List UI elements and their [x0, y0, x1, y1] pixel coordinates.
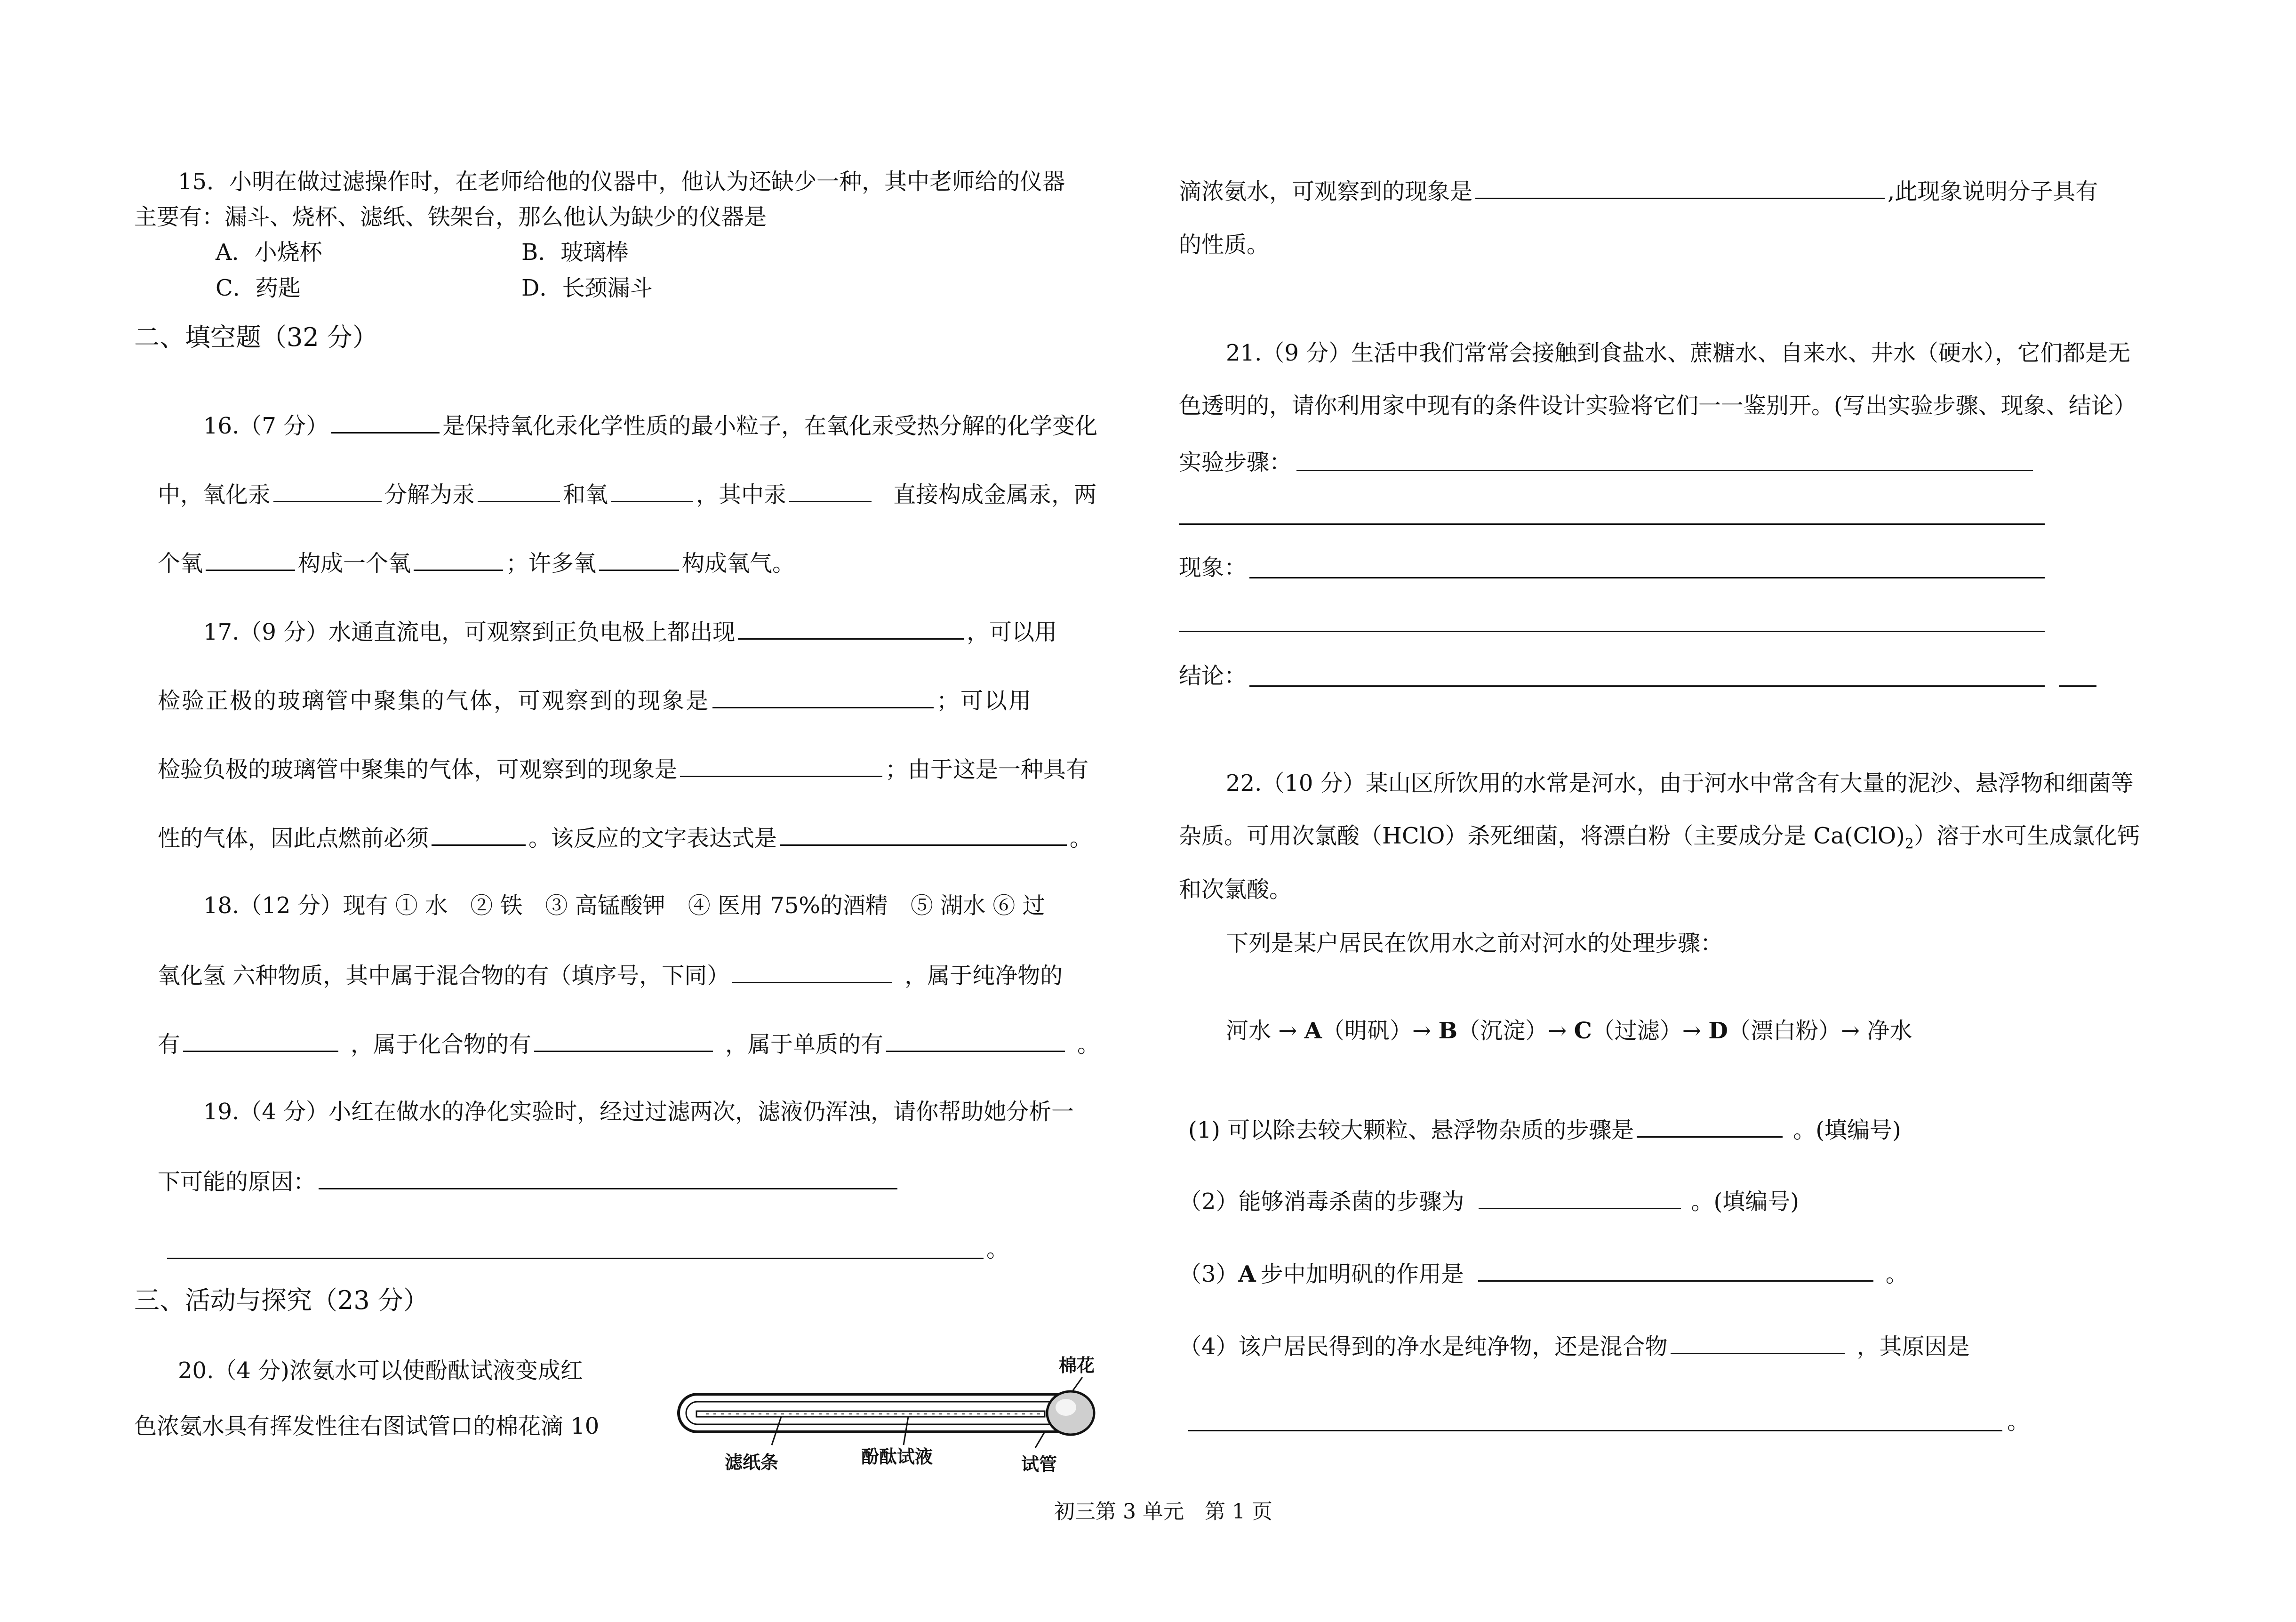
q17-text: 检验正极的玻璃管中聚集的气体，可观察到的现象是 — [158, 688, 710, 714]
q21-conclusion-label: 结论： — [1179, 663, 1247, 689]
q17-text: ；可以用 — [936, 688, 1033, 714]
q20-right-line2: 的性质。 — [1179, 232, 1270, 258]
q17-blank-2[interactable] — [712, 688, 934, 708]
q22-text: 杂质。可用次氯酸（HClO）杀死细菌，将漂白粉（主要成分是 Ca(ClO) — [1179, 823, 1905, 849]
q18-blank-1[interactable] — [732, 963, 892, 983]
q17-text: ，可以用 — [967, 619, 1057, 645]
q17-blank-5[interactable] — [780, 826, 1067, 846]
q20-text: 滴浓氨水，可观察到的现象是 — [1179, 178, 1473, 205]
q16-text: ；许多氧 — [506, 550, 597, 577]
q22-process-flow — [1226, 1020, 1912, 1042]
flow-step-d-text: （漂白粉）→ 净水 — [1728, 1018, 1912, 1044]
page-footer: 初三第 3 单元 第 1 页 — [1054, 1500, 1272, 1524]
section-3-title: 三、活动与探究（23 分） — [134, 1285, 429, 1315]
q19-line1: 19.（4 分）小红在做水的净化实验时，经过过滤两次，滤液仍浑浊，请你帮助她分析一 — [203, 1099, 1074, 1125]
q22-part2 — [1179, 1189, 1799, 1213]
q22-blank-3[interactable] — [1478, 1261, 1873, 1282]
q21-phenomenon-label: 现象： — [1179, 554, 1247, 581]
q22-line1: 22.（10 分）某山区所饮用的水常是河水，由于河水中常含有大量的泥沙、悬浮物和细菌等 — [1226, 770, 2134, 796]
q16-blank-1[interactable] — [331, 413, 440, 434]
q16-blank-7[interactable] — [414, 551, 503, 571]
q21-conclusion-line-extra[interactable] — [2059, 685, 2096, 687]
q17-line2 — [158, 688, 1032, 712]
flow-step-b-text: （沉淀）→ — [1457, 1018, 1567, 1044]
q17-text: 检验负极的玻璃管中聚集的气体，可观察到的现象是 — [158, 756, 678, 783]
q16-label: 16.（7 分） — [203, 413, 329, 439]
phenolphthalein-label: 酚酞试液 — [861, 1446, 933, 1467]
q16-blank-8[interactable] — [599, 551, 679, 571]
q22-text: (1) 可以除去较大颗粒、悬浮物杂质的步骤是 — [1188, 1117, 1634, 1143]
q21-conclusion-line[interactable] — [1249, 685, 2045, 687]
q22-text: 。 — [1885, 1261, 1908, 1287]
q19-blank-1[interactable] — [319, 1169, 897, 1189]
q20-right-line1 — [1179, 179, 2098, 203]
q17-text: ；由于这是一种具有 — [885, 756, 1089, 783]
q20-line1: 20.（4 分)浓氨水可以使酚酞试液变成红 — [178, 1357, 583, 1384]
filter-strip-label: 滤纸条 — [725, 1452, 779, 1473]
q22-end-mark: 。 — [2007, 1408, 2030, 1435]
q18-text: ，属于单质的有 — [725, 1031, 884, 1058]
q16-text: 直接构成金属汞，两 — [893, 482, 1097, 508]
q18-text: 氧化氢 六种物质，其中属于混合物的有（填序号，下同） — [158, 963, 730, 989]
q22-blank-4[interactable] — [1671, 1334, 1845, 1354]
q21-line2: 色透明的，请你利用家中现有的条件设计实验将它们一一鉴别开。(写出实验步骤、现象、结论） — [1179, 393, 2136, 419]
q22-part3 — [1179, 1261, 1908, 1285]
q22-text: ）溶于水可生成氯化钙 — [1913, 823, 2140, 849]
q21-steps-line-1[interactable] — [1296, 470, 2033, 471]
q18-text: 。 — [1077, 1031, 1100, 1058]
q21-line1: 21.（9 分）生活中我们常常会接触到食盐水、蔗糖水、自来水、井水（硬水），它们都是无 — [1226, 340, 2131, 366]
q22-text: 。(填编号) — [1793, 1117, 1901, 1143]
q17-text: 。 — [1070, 825, 1093, 851]
cotton-pointer — [1073, 1377, 1082, 1390]
q19-end-mark: 。 — [986, 1236, 1009, 1262]
q17-text: 。该反应的文字表达式是 — [528, 825, 777, 851]
q17-line4 — [158, 826, 1092, 850]
q19-blank-2[interactable] — [167, 1258, 984, 1259]
q16-blank-2[interactable] — [273, 482, 382, 502]
q18-blank-3[interactable] — [534, 1032, 713, 1052]
tube-pointer — [1035, 1432, 1045, 1448]
q16-text: 和氧 — [563, 482, 608, 508]
q17-text: 17.（9 分）水通直流电，可观察到正负电极上都出现 — [203, 619, 736, 645]
q19-line2 — [158, 1169, 900, 1193]
q22-text-bold: A — [1238, 1261, 1256, 1287]
q16-line1 — [203, 413, 1097, 437]
test-tube-figure — [668, 1351, 1129, 1478]
q20-blank-1[interactable] — [1475, 179, 1885, 199]
flow-river: 河水 → — [1226, 1018, 1297, 1044]
q16-text: 是保持氧化汞化学性质的最小粒子，在氧化汞受热分解的化学变化 — [442, 413, 1098, 439]
q18-text: ，属于化合物的有 — [351, 1031, 532, 1058]
q22-part4 — [1179, 1334, 1970, 1358]
q22-blank-2[interactable] — [1479, 1189, 1681, 1209]
section-2-title: 二、填空题（32 分） — [134, 322, 378, 352]
q18-text: 有 — [158, 1031, 181, 1058]
q16-text: 中，氧化汞 — [158, 482, 271, 508]
q22-text: 。(填编号) — [1691, 1188, 1800, 1215]
q22-line4: 下列是某户居民在饮用水之前对河水的处理步骤： — [1226, 930, 1723, 956]
q20-text: ,此现象说明分子具有 — [1888, 178, 2098, 205]
q18-line1: 18.（12 分）现有 ① 水 ② 铁 ③ 高锰酸钾 ④ 医用 75%的酒精 ⑤ 湖水 ⑥ 过 — [203, 892, 1045, 919]
flow-step-a: A — [1304, 1018, 1322, 1044]
q15-line2: 主要有：漏斗、烧杯、滤纸、铁架台，那么他认为缺少的仪器是 — [134, 204, 767, 230]
q16-blank-3[interactable] — [478, 482, 560, 502]
q22-text: 步中加明矾的作用是 — [1260, 1261, 1464, 1287]
q15-option-b: B．玻璃棒 — [521, 239, 629, 265]
q16-text: 构成一个氧 — [298, 550, 411, 577]
q16-line2 — [158, 482, 1096, 506]
q22-blank-5[interactable] — [1188, 1430, 2002, 1431]
q17-line1 — [203, 619, 1057, 643]
q21-steps-line-2[interactable] — [1179, 523, 2045, 525]
q18-blank-2[interactable] — [183, 1032, 338, 1052]
q18-blank-4[interactable] — [886, 1032, 1065, 1052]
q18-line2 — [158, 963, 1063, 987]
q18-line3 — [158, 1032, 1100, 1056]
q22-text: （4）该户居民得到的净水是纯净物，还是混合物 — [1179, 1333, 1668, 1360]
q19-text: 下可能的原因： — [158, 1169, 316, 1195]
q16-blank-6[interactable] — [206, 551, 295, 571]
q17-blank-1[interactable] — [738, 619, 964, 640]
q16-line3 — [158, 551, 795, 575]
q17-text: 性的气体，因此点燃前必须 — [158, 825, 429, 851]
flow-step-a-text: （明矾）→ — [1322, 1018, 1432, 1044]
q22-text: ，其原因是 — [1856, 1333, 1970, 1360]
q22-text: （2）能够消毒杀菌的步骤为 — [1179, 1188, 1464, 1215]
q15-line1: 15．小明在做过滤操作时，在老师给他的仪器中，他认为还缺少一种，其中老师给的仪器 — [178, 169, 1065, 195]
q21-phenomenon-line-1[interactable] — [1249, 577, 2045, 578]
cotton-plug-highlight — [1056, 1399, 1076, 1416]
flow-step-c-text: （过滤）→ — [1592, 1018, 1702, 1044]
q22-subscript: 2 — [1904, 835, 1914, 852]
test-tube-outline — [679, 1394, 1083, 1432]
q17-blank-3[interactable] — [680, 757, 882, 777]
q18-text: ，属于纯净物的 — [904, 963, 1063, 989]
q15-option-a: A．小烧杯 — [216, 239, 322, 265]
flow-step-d: D — [1708, 1018, 1728, 1044]
test-tube-inner — [686, 1402, 1063, 1424]
q21-phenomenon-line-2[interactable] — [1179, 631, 2045, 632]
q16-text: ，其中汞 — [696, 482, 787, 508]
q17-line3 — [158, 757, 1088, 781]
q22-blank-1[interactable] — [1637, 1117, 1783, 1138]
tube-label: 试管 — [1021, 1454, 1057, 1475]
flow-step-c: C — [1574, 1018, 1592, 1044]
q16-text: 分解为汞 — [384, 482, 475, 508]
q16-text: 构成氧气。 — [682, 550, 795, 577]
q16-text: 个氧 — [158, 550, 203, 577]
cotton-label: 棉花 — [1059, 1355, 1095, 1376]
q16-blank-4[interactable] — [611, 482, 693, 502]
q15-option-d: D．长颈漏斗 — [521, 275, 653, 301]
q21-steps-label: 实验步骤： — [1179, 449, 1292, 475]
q20-line2: 色浓氨水具有挥发性往右图试管口的棉花滴 10 — [134, 1413, 600, 1439]
q22-text: （3） — [1179, 1261, 1239, 1287]
q22-part1 — [1188, 1117, 1901, 1141]
q16-blank-5[interactable] — [789, 482, 872, 502]
q17-blank-4[interactable] — [432, 826, 526, 846]
flow-step-b: B — [1438, 1018, 1458, 1044]
q22-line3: 和次氯酸。 — [1179, 876, 1292, 903]
q15-option-c: C．药匙 — [216, 275, 301, 301]
q22-line2 — [1179, 825, 2140, 851]
